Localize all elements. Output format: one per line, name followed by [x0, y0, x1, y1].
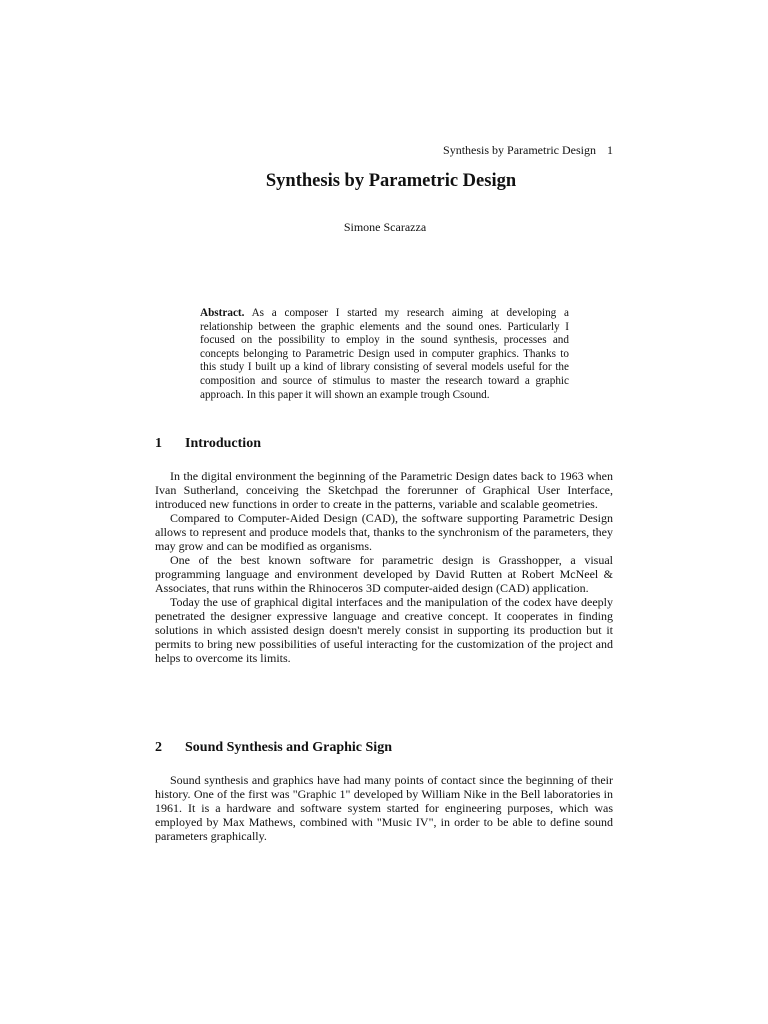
section-number: 1 [155, 436, 162, 451]
author-name: Simone Scarazza [343, 220, 427, 234]
page-number: 1 [607, 143, 613, 157]
paper-title: Synthesis by Parametric Design [265, 171, 517, 191]
section-body-sound-synthesis [155, 773, 613, 843]
section-heading-sound-synthesis [155, 740, 392, 756]
section-number: 2 [155, 740, 162, 755]
abstract-text: As a composer I started my research aiming at developing a relationship between the graphic elements and the sound ones. Particularly I focused on the possibility to employ in the sound synthesis, processes and concepts belonging to Parametric Design used in computer graphics. Thanks to this study I built up a kind of library consisting of several models useful for the composition and source of stimulus to master the research toward a graphic approach. In this paper it will shown an example trough Csound. [200, 307, 569, 401]
paragraph: One of the best known software for parametric design is Grasshopper, a visual programming language and environment developed by David Rutten at Robert McNeel & Associates, that runs within the Rhinoceros 3D computer-aided design (CAD) application. [155, 553, 613, 595]
paragraph: Today the use of graphical digital interfaces and the manipulation of the codex have deeply penetrated the designer expressive language and creative concept. It cooperates in finding solutions in which assisted design doesn't merely consist in supporting its production but it permits to bring new possibilities of useful interacting for the customization of the project and helps to overcome its limits. [155, 595, 613, 665]
running-head-title: Synthesis by Parametric Design [443, 143, 596, 157]
section-heading-introduction [155, 436, 261, 452]
paragraph: Sound synthesis and graphics have had many points of contact since the beginning of their history. One of the first was "Graphic 1" developed by William Nike in the Bell laboratories in 1961. It is a hardware and software system started for engineering purposes, which was employed by Max Mathews, combined with "Music IV", in order to be able to define sound parameters graphically. [155, 773, 613, 843]
running-head [443, 143, 613, 158]
section-body-introduction [155, 469, 613, 665]
abstract-label: Abstract. [200, 307, 245, 319]
abstract [200, 307, 569, 402]
section-title: Introduction [185, 436, 261, 451]
section-title: Sound Synthesis and Graphic Sign [185, 740, 392, 755]
paragraph: Compared to Computer-Aided Design (CAD), the software supporting Parametric Design allows to represent and produce models that, thanks to the synchronism of the parameters, they may grow and can be modified as organisms. [155, 511, 613, 553]
paragraph: In the digital environment the beginning of the Parametric Design dates back to 1963 when Ivan Sutherland, conceiving the Sketchpad the forerunner of Graphical User Interface, introduced new functions in order to create in the patterns, variable and scalable geometries. [155, 469, 613, 511]
